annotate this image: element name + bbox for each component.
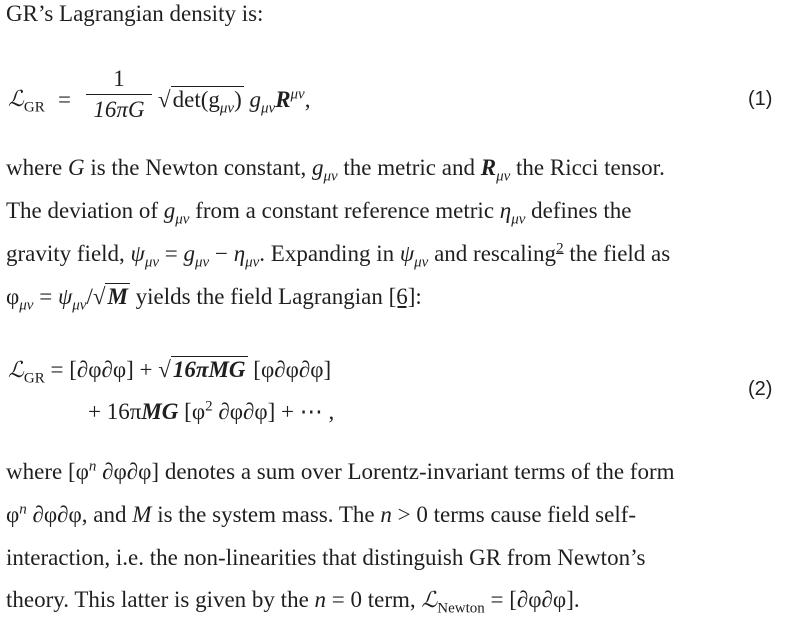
paragraph-1-line-1: where G is the Newton constant, $g_{\mu\nu}$ the metric and $R_{\mu\nu}$ the Ricci tensor. <box>6 155 665 185</box>
fraction-numerator: 1 <box>113 66 125 91</box>
paragraph-1-line-2: The deviation of $g_{\mu\nu}$ from a constant reference metric $\eta_{\mu\nu}$ defines the <box>6 198 632 228</box>
lagrangian-symbol: ℒ$_{GR}$ <box>8 87 45 116</box>
equation-number-2: (2) <box>748 378 773 400</box>
equation-2-line-2: + 16πMG [$\varphi^2$ ∂φ∂φ] + ⋯ , <box>88 398 335 424</box>
reference-link[interactable]: [6] <box>388 284 416 309</box>
paragraph-2-line-4: theory. This latter is given by the n = 0 term, ℒ$_{Newton}$ = [∂φ∂φ]. <box>6 587 580 617</box>
intro-text: GR’s Lagrangian density is: <box>6 1 264 26</box>
equation-2-line-1: ℒ$_{GR}$ = [∂φ∂φ] + √16πMG [φ∂φ∂φ] <box>8 357 332 387</box>
paragraph-1-line-4: $\varphi_{\mu\nu} = \psi_{\mu\nu}/√M$ yields the field Lagrangian [6]: <box>6 284 422 314</box>
paragraph-2-line-1: where [$\varphi^n$ ∂φ∂φ] denotes a sum over Lorentz-invariant terms of the form <box>6 458 675 484</box>
equals-sign: = <box>58 87 71 112</box>
fraction-bar <box>86 94 152 95</box>
paragraph-2-line-2: $\varphi^n$ ∂φ∂φ, and M is the system mass. The n > 0 terms cause field self- <box>6 501 637 527</box>
footnote-link[interactable]: 2 <box>556 240 564 257</box>
equation-number-1: (1) <box>748 88 773 110</box>
paragraph-2-line-3: interaction, i.e. the non-linearities that distinguish GR from Newton’s <box>6 545 646 570</box>
sqrt-det-term: $√\det(g_{\mu\nu})$ $g_{\mu\nu}R^{\mu\nu}$, <box>158 86 311 117</box>
paragraph-1-line-3: gravity field, $\psi_{\mu\nu} = g_{\mu\nu} - \eta_{\mu\nu}$. Expanding in $\psi_{\mu\nu}$ and rescaling$^2$ the field as <box>6 240 671 271</box>
fraction <box>86 66 152 123</box>
fraction-denominator: 16πG <box>93 97 145 122</box>
